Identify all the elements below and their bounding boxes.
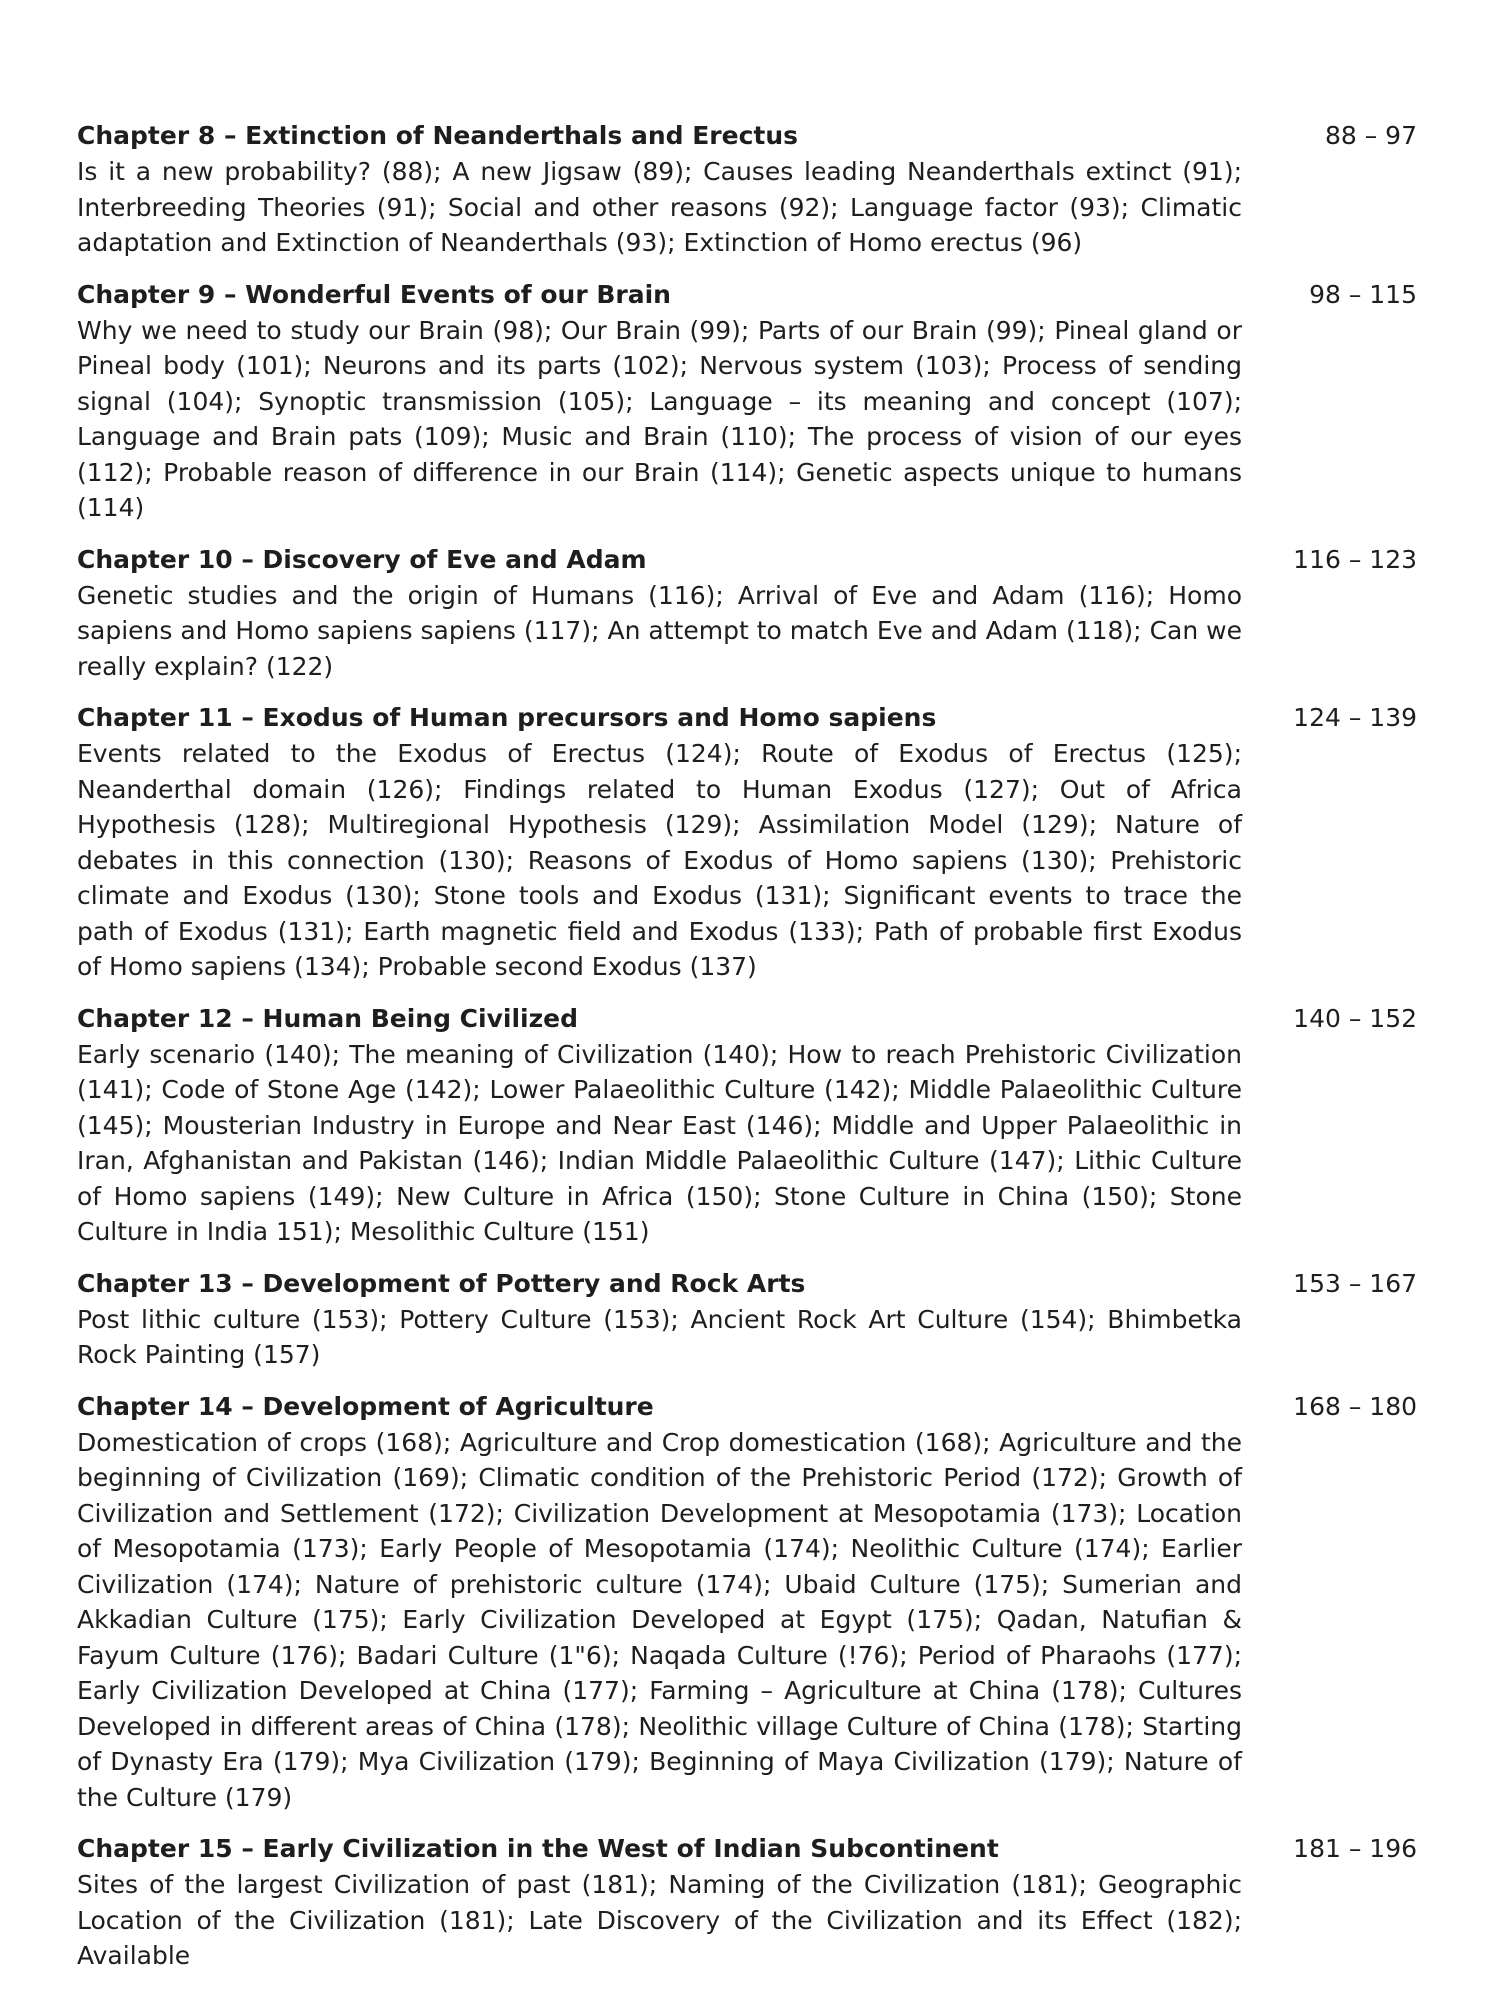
- page-range: 140 – 152: [1293, 1003, 1417, 1033]
- chapter-topics: Why we need to study our Brain (98); Our Brain (99); Parts of our Brain (99); Pineal gland or Pineal body (101); Neurons and its parts (102); Nervous system (103); Process of sending signal (104); Synoptic transmission (105); Language – its meaning and concept (107); Language and Brain pats (109); Music and Brain (110); The process of vision of our eyes (112); Probable reason of difference in our Brain (114); Genetic aspects unique to humans (114): [77, 315, 1242, 522]
- chapter-title: Chapter 12 – Human Being Civilized: [77, 1003, 578, 1033]
- toc-entry-chapter-10: [77, 542, 1417, 685]
- page-range: 88 – 97: [1324, 121, 1417, 150]
- page-range: 181 – 196: [1293, 1834, 1417, 1863]
- chapter-title: Chapter 14 – Development of Agriculture: [77, 1391, 654, 1421]
- toc-entry-chapter-14: [77, 1389, 1417, 1816]
- chapter-title: Chapter 15 – Early Civilization in the West of Indian Subcontinent: [77, 1834, 999, 1863]
- chapter-topics: Events related to the Exodus of Erectus (124); Route of Exodus of Erectus (125); Neanderthal domain (126); Findings related to Human Exodus (127); Out of Africa Hypothesis (128); Multiregional Hypothesis (129); Assimilation Model (129); Nature of debates in this connection (130); Reasons of Exodus of Homo sapiens (130); Prehistoric climate and Exodus (130); Stone tools and Exodus (131); Significant events to trace the path of Exodus (131); Earth magnetic field and Exodus (133); Path of probable first Exodus of Homo sapiens (134); Probable second Exodus (137): [77, 739, 1242, 981]
- page-range: 153 – 167: [1293, 1268, 1417, 1298]
- page-range: 116 – 123: [1293, 544, 1417, 574]
- page-range: 168 – 180: [1293, 1391, 1417, 1421]
- toc-entry-chapter-9: [77, 277, 1417, 526]
- chapter-topics: Sites of the largest Civilization of past (181); Naming of the Civilization (181); Geographic Location of the Civilization (181); Late Discovery of the Civilization and its Effect (182); Available: [77, 1870, 1242, 1970]
- toc-entry-chapter-15: [77, 1831, 1417, 1974]
- page-range: 124 – 139: [1293, 703, 1417, 732]
- toc-entry-chapter-8: [77, 118, 1417, 261]
- chapter-title: Chapter 13 – Development of Pottery and Rock Arts: [77, 1268, 806, 1298]
- chapter-title: Chapter 9 – Wonderful Events of our Brain: [77, 279, 671, 309]
- chapter-topics: Is it a new probability? (88); A new Jigsaw (89); Causes leading Neanderthals extinct (91); Interbreeding Theories (91); Social and other reasons (92); Language factor (93); Climatic adaptation and Extinction of Neanderthals (93); Extinction of Homo erectus (96): [77, 157, 1242, 257]
- toc-entry-chapter-13: [77, 1266, 1417, 1373]
- chapter-topics: Genetic studies and the origin of Humans (116); Arrival of Eve and Adam (116); Homo sapiens and Homo sapiens sapiens (117); An attempt to match Eve and Adam (118); Can we really explain? (122): [77, 580, 1242, 681]
- chapter-title: Chapter 10 – Discovery of Eve and Adam: [77, 544, 647, 574]
- chapter-topics: Domestication of crops (168); Agriculture and Crop domestication (168); Agriculture and the beginning of Civilization (169); Climatic condition of the Prehistoric Period (172); Growth of Civilization and Settlement (172); Civilization Development at Mesopotamia (173); Location of Mesopotamia (173); Early People of Mesopotamia (174); Neolithic Culture (174); Earlier Civilization (174); Nature of prehistoric culture (174); Ubaid Culture (175); Sumerian and Akkadian Culture (175); Early Civilization Developed at Egypt (175); Qadan, Natufian & Fayum Culture (176); Badari Culture (1"6); Naqada Culture (!76); Period of Pharaohs (177); Early Civilization Developed at China (177); Farming – Agriculture at China (178); Cultures Developed in different areas of China (178); Neolithic village Culture of China (178); Starting of Dynasty Era (179); Mya Civilization (179); Beginning of Maya Civilization (179); Nature of the Culture (179): [77, 1427, 1242, 1812]
- toc-entry-chapter-11: [77, 700, 1417, 985]
- toc-entry-chapter-12: [77, 1001, 1417, 1250]
- chapter-topics: Post lithic culture (153); Pottery Culture (153); Ancient Rock Art Culture (154); Bhimbetka Rock Painting (157): [77, 1304, 1242, 1369]
- page-range: 98 – 115: [1309, 279, 1417, 309]
- chapter-title: Chapter 11 – Exodus of Human precursors and Homo sapiens: [77, 703, 937, 732]
- chapter-title: Chapter 8 – Extinction of Neanderthals and Erectus: [77, 121, 799, 150]
- table-of-contents: [77, 118, 1417, 1990]
- chapter-topics: Early scenario (140); The meaning of Civilization (140); How to reach Prehistoric Civilization (141); Code of Stone Age (142); Lower Palaeolithic Culture (142); Middle Palaeolithic Culture (145); Mousterian Industry in Europe and Near East (146); Middle and Upper Palaeolithic in Iran, Afghanistan and Pakistan (146); Indian Middle Palaeolithic Culture (147); Lithic Culture of Homo sapiens (149); New Culture in Africa (150); Stone Culture in China (150); Stone Culture in India 151); Mesolithic Culture (151): [77, 1039, 1242, 1246]
